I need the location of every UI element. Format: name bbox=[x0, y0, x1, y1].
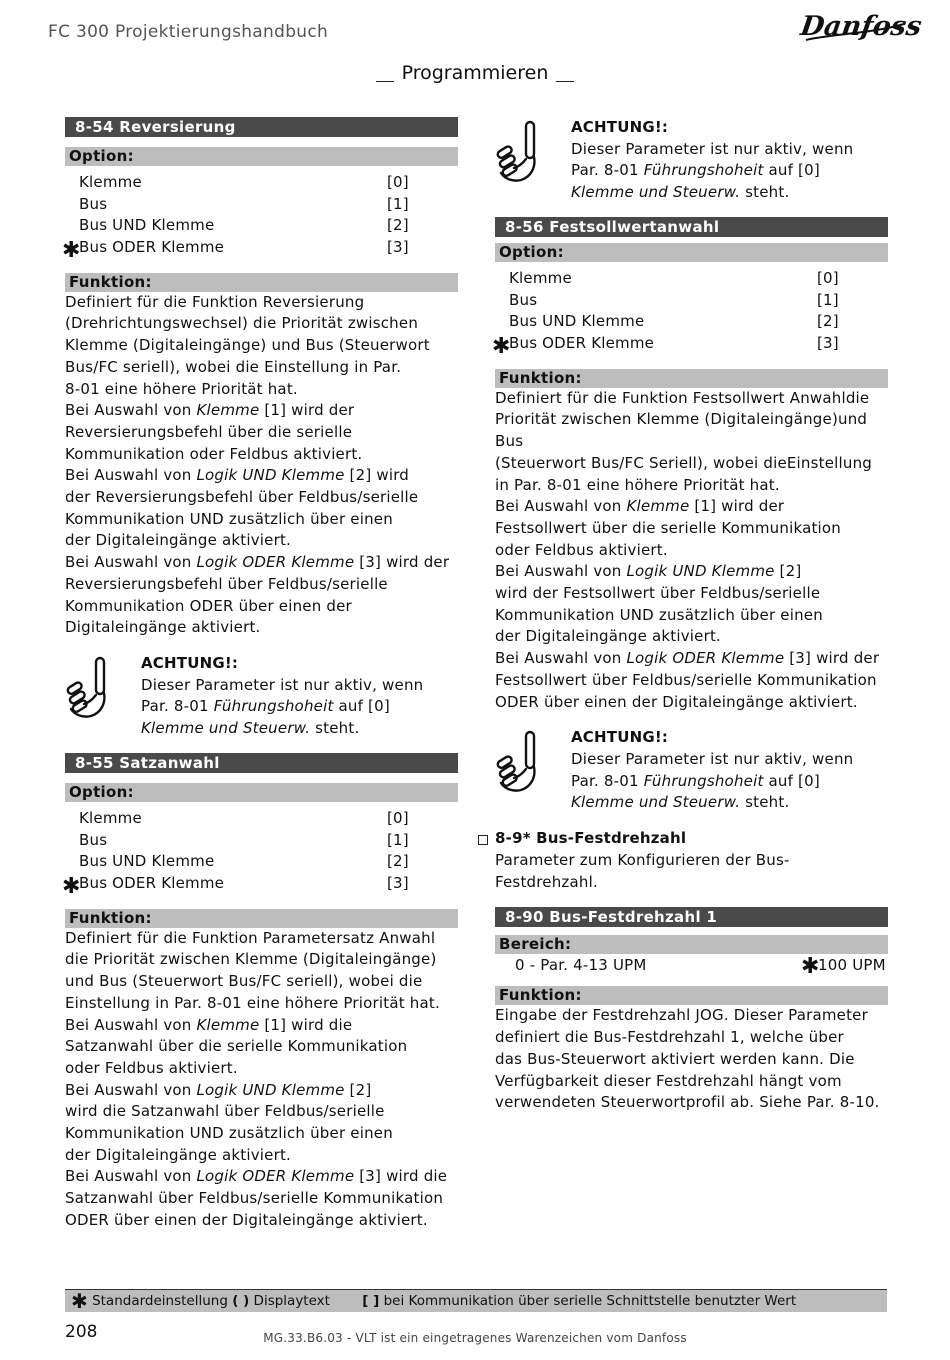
text-line: Dieser Parameter ist nur aktiv, wenn bbox=[571, 750, 854, 768]
range-label: Bereich: bbox=[495, 935, 888, 954]
default-star-icon: ✱ bbox=[801, 954, 820, 980]
caution-note bbox=[495, 117, 888, 217]
option-label: Option: bbox=[65, 783, 458, 802]
function-label: Funktion: bbox=[495, 986, 888, 1005]
legend-default-text: Standardeinstellung bbox=[92, 1293, 228, 1309]
text-line: Klemme und Steuerw. steht. bbox=[571, 183, 790, 202]
option-row bbox=[495, 311, 888, 333]
note-title: ACHTUNG!: bbox=[141, 654, 239, 672]
option-row bbox=[495, 290, 888, 312]
caution-note bbox=[65, 653, 458, 753]
option-label: Option: bbox=[65, 147, 458, 166]
param-title: 8-54 Reversierung bbox=[65, 117, 458, 137]
legend-paren-symbol: ( ) bbox=[232, 1293, 250, 1309]
text-line: Bei Auswahl von Klemme [1] wird die bbox=[65, 1015, 353, 1034]
text-line: oder Feldbus aktiviert. bbox=[65, 1058, 238, 1077]
hand-caution-icon bbox=[65, 655, 111, 719]
option-row bbox=[65, 215, 458, 237]
function-text bbox=[495, 1005, 888, 1114]
text-line: Eingabe der Festdrehzahl JOG. Dieser Parameter bbox=[495, 1006, 868, 1025]
option-row bbox=[65, 172, 458, 194]
text-line: das Bus-Steuerwort aktiviert werden kann. Die bbox=[495, 1049, 855, 1068]
text-line: Bei Auswahl von Logik UND Klemme [2] wird bbox=[65, 466, 410, 485]
text-line: Satzanwahl über die serielle Kommunikation bbox=[65, 1037, 408, 1056]
option-label: Option: bbox=[495, 243, 888, 262]
text-line: Dieser Parameter ist nur aktiv, wenn bbox=[571, 139, 854, 158]
text-line: Bei Auswahl von Logik UND Klemme [2] bbox=[495, 562, 802, 581]
text-line: Definiert für die Funktion Parametersatz Anwahl bbox=[65, 928, 436, 947]
chapter-rule-right bbox=[556, 81, 574, 82]
group-subtitle: Parameter zum Konfigurieren der Bus-Festdrehzahl. bbox=[495, 851, 790, 891]
option-value: [0] bbox=[387, 173, 409, 191]
text-line: Priorität zwischen Klemme (Digitaleingänge)und Bus bbox=[495, 410, 868, 451]
option-value: [3] bbox=[387, 874, 409, 893]
note-title: ACHTUNG!: bbox=[571, 118, 669, 136]
note-text bbox=[571, 139, 853, 204]
text-line: der Digitaleingänge aktiviert. bbox=[65, 1145, 291, 1164]
text-line: in Par. 8-01 eine höhere Priorität hat. bbox=[495, 475, 780, 494]
default-value: 100 UPM bbox=[818, 956, 886, 975]
text-line: der Digitaleingänge aktiviert. bbox=[65, 531, 291, 550]
option-value: [1] bbox=[387, 830, 409, 849]
function-text bbox=[65, 292, 458, 639]
text-line: Bei Auswahl von Klemme [1] wird der bbox=[495, 497, 785, 516]
footer-note: MG.33.B6.03 - VLT ist ein eingetragenes Warenzeichen vom Danfoss bbox=[263, 1331, 687, 1345]
option-value: [0] bbox=[817, 269, 839, 287]
option-row bbox=[62, 237, 458, 264]
text-line: Bei Auswahl von Klemme [1] wird der bbox=[65, 401, 355, 420]
text-line: definiert die Bus-Festdrehzahl 1, welche über bbox=[495, 1028, 844, 1047]
text-line: Par. 8-01 Führungshoheit auf [0] bbox=[141, 697, 390, 716]
option-row bbox=[65, 830, 458, 852]
option-label-text: Bus bbox=[79, 830, 108, 849]
text-line: (Steuerwort Bus/FC Seriell), wobei dieEinstellung bbox=[495, 453, 873, 472]
option-label-text: Bus bbox=[509, 290, 538, 309]
text-line: Kommunikation ODER über einen der bbox=[65, 596, 352, 615]
option-row bbox=[495, 268, 888, 290]
option-row bbox=[62, 873, 458, 900]
text-line: Klemme (Digitaleingänge) und Bus (Steuerwort bbox=[65, 336, 430, 355]
legend-display-text: Displaytext bbox=[253, 1293, 330, 1309]
option-label-text: Bus UND Klemme bbox=[509, 312, 645, 331]
option-label-text: Klemme bbox=[509, 269, 572, 287]
function-label: Funktion: bbox=[495, 369, 888, 388]
param-title: 8-56 Festsollwertanwahl bbox=[495, 217, 888, 237]
text-line: ODER über einen der Digitaleingänge aktiviert. bbox=[65, 1210, 428, 1229]
note-title: ACHTUNG!: bbox=[571, 728, 669, 747]
text-line: Bei Auswahl von Logik ODER Klemme [3] wird der bbox=[65, 553, 450, 572]
param-title: 8-55 Satzanwahl bbox=[65, 753, 458, 773]
option-list bbox=[62, 172, 458, 264]
option-label-text: Klemme bbox=[79, 809, 142, 827]
option-list bbox=[492, 268, 888, 360]
function-text bbox=[495, 388, 888, 714]
default-star-icon: ✱ bbox=[62, 874, 81, 900]
option-list bbox=[62, 808, 458, 900]
text-line: Definiert für die Funktion Reversierung bbox=[65, 292, 365, 311]
svg-text:Danfoss: Danfoss bbox=[798, 11, 924, 42]
text-line: Kommunikation UND zusätzlich über einen bbox=[65, 509, 393, 528]
text-line: Festsollwert über Feldbus/serielle Kommunikation bbox=[495, 670, 877, 689]
legend-bracket-symbol: [ ] bbox=[362, 1293, 380, 1309]
text-line: Reversierungsbefehl über Feldbus/serielle bbox=[65, 574, 388, 593]
text-line: Bei Auswahl von Logik ODER Klemme [3] wird die bbox=[65, 1167, 448, 1186]
option-value: [1] bbox=[817, 290, 839, 309]
text-line: Kommunikation UND zusätzlich über einen bbox=[495, 605, 823, 624]
option-row bbox=[65, 194, 458, 216]
text-line: und Bus (Steuerwort Bus/FC seriell), wobei die bbox=[65, 972, 423, 991]
caution-note bbox=[495, 727, 888, 828]
text-line: Einstellung in Par. 8-01 eine höhere Priorität hat. bbox=[65, 993, 440, 1012]
option-row bbox=[65, 851, 458, 873]
text-line: verwendeten Steuerwortprofil ab. Siehe Par. 8-10. bbox=[495, 1093, 880, 1112]
option-label-text: Bus ODER Klemme bbox=[79, 874, 225, 893]
text-line: (Drehrichtungswechsel) die Priorität zwischen bbox=[65, 314, 419, 333]
option-row bbox=[65, 808, 458, 830]
right-column bbox=[492, 117, 888, 1114]
text-line: Dieser Parameter ist nur aktiv, wenn bbox=[141, 675, 424, 694]
option-value: [1] bbox=[387, 194, 409, 213]
option-label-text: Klemme bbox=[79, 173, 142, 191]
option-label-text: Bus UND Klemme bbox=[79, 852, 215, 871]
option-value: [2] bbox=[817, 312, 839, 331]
note-text bbox=[571, 749, 853, 814]
hand-caution-icon bbox=[495, 729, 541, 793]
page-number: 208 bbox=[65, 1322, 98, 1342]
legend-bar bbox=[65, 1289, 887, 1312]
text-line: der Digitaleingänge aktiviert. bbox=[495, 627, 721, 646]
default-star-icon: ✱ bbox=[62, 238, 81, 264]
text-line: wird die Satzanwahl über Feldbus/serielle bbox=[65, 1102, 385, 1121]
text-line: Klemme und Steuerw. steht. bbox=[141, 719, 360, 738]
option-label-text: Bus ODER Klemme bbox=[509, 334, 655, 353]
text-line: oder Feldbus aktiviert. bbox=[495, 540, 668, 559]
option-label-text: Bus ODER Klemme bbox=[79, 238, 225, 257]
option-value: [2] bbox=[387, 216, 409, 235]
left-column bbox=[62, 117, 458, 1232]
chapter-rule-left bbox=[376, 81, 394, 82]
default-star-icon: ✱ bbox=[492, 334, 511, 360]
option-value: [0] bbox=[387, 809, 409, 827]
option-value: [2] bbox=[387, 852, 409, 871]
range-value: 0 - Par. 4-13 UPM bbox=[515, 956, 647, 975]
option-label-text: Bus bbox=[79, 194, 108, 213]
note-text bbox=[141, 675, 423, 740]
text-line: Kommunikation UND zusätzlich über einen bbox=[65, 1124, 393, 1143]
text-line: Festsollwert über die serielle Kommunikation bbox=[495, 518, 842, 537]
text-line: Bei Auswahl von Logik UND Klemme [2] bbox=[65, 1080, 372, 1099]
legend-bracket-text: bei Kommunikation über serielle Schnittstelle benutzter Wert bbox=[383, 1293, 797, 1309]
function-text bbox=[65, 928, 458, 1232]
text-line: der Reversierungsbefehl über Feldbus/serielle bbox=[65, 488, 419, 507]
text-line: die Priorität zwischen Klemme (Digitaleingänge) bbox=[65, 950, 437, 969]
function-label: Funktion: bbox=[65, 909, 458, 928]
hand-caution-icon bbox=[495, 119, 541, 183]
text-line: wird der Festsollwert über Feldbus/serielle bbox=[495, 584, 821, 603]
option-row bbox=[492, 333, 888, 360]
default-star-icon: ✱ bbox=[71, 1289, 88, 1313]
text-line: Kommunikation oder Feldbus aktiviert. bbox=[65, 444, 363, 463]
text-line: Digitaleingänge aktiviert. bbox=[65, 618, 261, 637]
option-label-text: Bus UND Klemme bbox=[79, 216, 215, 235]
group-title: 8-9* Bus-Festdrehzahl bbox=[495, 828, 888, 850]
range-row bbox=[495, 954, 888, 980]
function-label: Funktion: bbox=[65, 273, 458, 292]
text-line: 8-01 eine höhere Priorität hat. bbox=[65, 379, 298, 398]
text-line: Satzanwahl über Feldbus/serielle Kommunikation bbox=[65, 1189, 444, 1208]
text-line: Bei Auswahl von Logik ODER Klemme [3] wird der bbox=[495, 649, 880, 668]
text-line: Bus/FC seriell), wobei die Einstellung in Par. bbox=[65, 357, 402, 376]
manual-title: FC 300 Projektierungshandbuch bbox=[48, 22, 329, 42]
option-value: [3] bbox=[817, 334, 839, 353]
text-line: Klemme und Steuerw. steht. bbox=[571, 793, 790, 812]
group-marker-icon bbox=[478, 835, 488, 845]
param-title: 8-90 Bus-Festdrehzahl 1 bbox=[495, 907, 888, 927]
text-line: Reversierungsbefehl über die serielle bbox=[65, 422, 353, 441]
text-line: Par. 8-01 Führungshoheit auf [0] bbox=[571, 771, 820, 790]
text-line: Definiert für die Funktion Festsollwert Anwahldie bbox=[495, 388, 870, 407]
option-value: [3] bbox=[387, 238, 409, 257]
text-line: Verfügbarkeit dieser Festdrehzahl hängt vom bbox=[495, 1071, 842, 1090]
text-line: Par. 8-01 Führungshoheit auf [0] bbox=[571, 161, 820, 180]
chapter-title: Programmieren bbox=[0, 62, 950, 84]
danfoss-logo bbox=[798, 4, 924, 48]
text-line: ODER über einen der Digitaleingänge aktiviert. bbox=[495, 692, 858, 711]
